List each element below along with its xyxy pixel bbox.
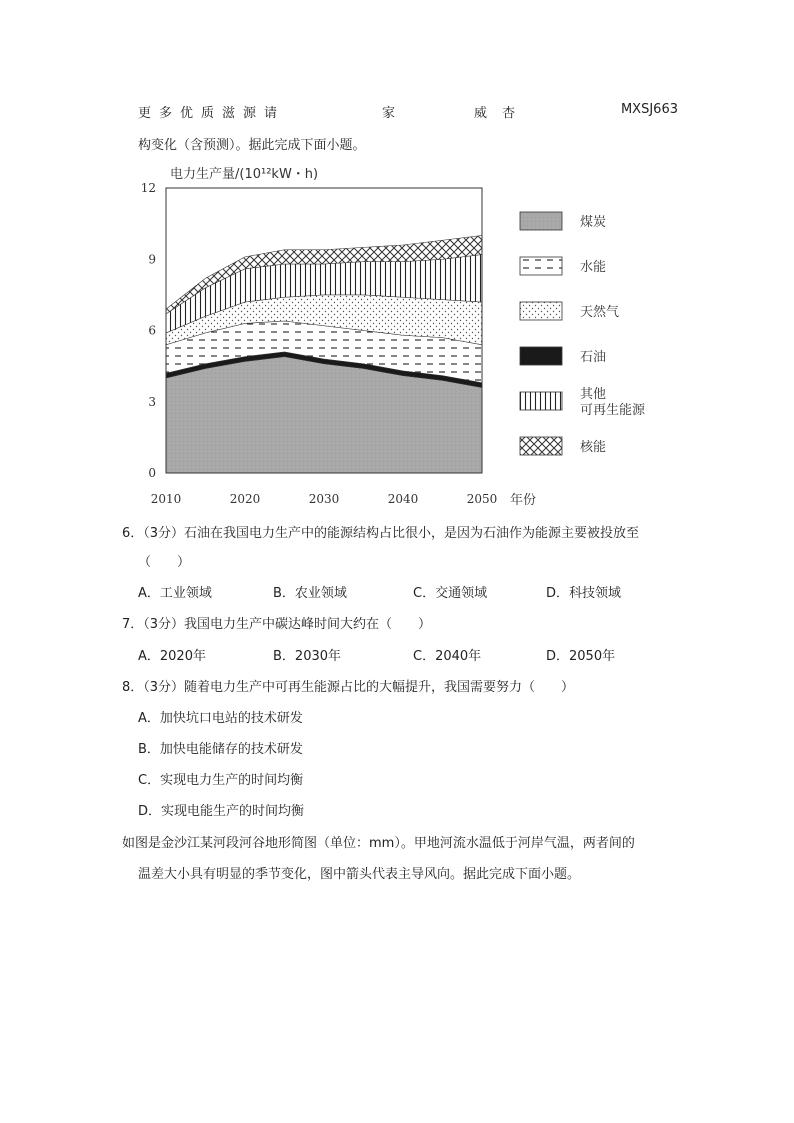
q7-option-a[interactable]: A．2020年 xyxy=(138,649,206,664)
y-tick-label: 6 xyxy=(148,323,156,338)
q6-paren: （ ） xyxy=(138,555,191,570)
header-char: 更 xyxy=(138,106,152,121)
legend-label: 其他 xyxy=(580,387,607,402)
header-char: 优 xyxy=(180,106,194,121)
q7-option-d[interactable]: D．2050年 xyxy=(546,649,616,664)
chart-legend xyxy=(520,212,646,455)
legend-swatch-renew xyxy=(520,392,562,410)
x-axis xyxy=(151,492,498,506)
next-intro-line1: 如图是金沙江某河段河谷地形简图（单位：mm）。甲地河流水温低于河岸气温，两者间的 xyxy=(122,836,635,851)
y-axis-title: 电力生产量/(10¹²kW・h) xyxy=(170,167,319,182)
q6-stem: 6．（3分）石油在我国电力生产中的能源结构占比很小，是因为石油作为能源主要被投放至 xyxy=(122,526,640,541)
x-tick-label: 2050 xyxy=(466,492,498,506)
legend-label: 煤炭 xyxy=(580,215,607,230)
legend-label: 核能 xyxy=(580,440,607,455)
legend-label: 可再生能源 xyxy=(580,403,646,418)
x-tick-label: 2020 xyxy=(229,492,261,506)
q6-option-b[interactable]: B．农业领域 xyxy=(273,586,347,601)
x-tick-label: 2030 xyxy=(308,492,340,506)
q7-stem: 7．（3分）我国电力生产中碳达峰时间大约在（ ） xyxy=(122,617,432,632)
header-code: MXSJ663 xyxy=(620,102,678,117)
q7-option-b[interactable]: B．2030年 xyxy=(273,649,342,664)
x-tick-label: 2040 xyxy=(387,492,419,506)
x-tick-label: 2010 xyxy=(150,492,182,506)
y-tick-label: 3 xyxy=(148,394,156,409)
energy-area-chart xyxy=(138,160,678,510)
q7-option-c[interactable]: C．2040年 xyxy=(413,649,482,664)
y-tick-label: 12 xyxy=(140,181,156,195)
next-intro-line2: 温差大小具有明显的季节变化，图中箭头代表主导风向。据此完成下面小题。 xyxy=(138,867,581,882)
q8-option-d[interactable]: D．实现电能生产的时间均衡 xyxy=(138,804,305,819)
legend-label: 天然气 xyxy=(580,305,620,320)
q6-option-a[interactable]: A．工业领域 xyxy=(138,586,212,601)
header-char: 源 xyxy=(243,106,257,121)
header-char: 家 xyxy=(382,106,396,121)
q6-option-d[interactable]: D．科技领域 xyxy=(546,586,622,601)
legend-swatch-gas xyxy=(520,302,562,320)
legend-label: 水能 xyxy=(580,260,607,275)
q8-option-c[interactable]: C．实现电力生产的时间均衡 xyxy=(138,773,304,788)
q8-option-b[interactable]: B．加快电能储存的技术研发 xyxy=(138,742,303,757)
legend-swatch-oil xyxy=(520,347,562,365)
legend-swatch-hydro xyxy=(520,257,562,275)
header-char: 威 xyxy=(474,106,488,121)
page-header xyxy=(138,102,678,122)
legend-swatch-coal xyxy=(520,212,562,230)
header-char: 多 xyxy=(159,106,173,121)
area-layers xyxy=(166,236,482,474)
intro-text: 构变化（含预测）。据此完成下面小题。 xyxy=(138,138,366,153)
q6-option-c[interactable]: C．交通领域 xyxy=(413,586,488,601)
header-char: 质 xyxy=(201,106,215,121)
q8-option-a[interactable]: A．加快坑口电站的技术研发 xyxy=(138,711,303,726)
header-char: 杏 xyxy=(502,106,516,121)
legend-swatch-nuclear xyxy=(520,437,562,455)
y-tick-label: 9 xyxy=(148,252,156,267)
q8-stem: 8．（3分）随着电力生产中可再生能源占比的大幅提升，我国需要努力（ ） xyxy=(122,680,575,695)
y-tick-label: 0 xyxy=(148,466,156,480)
header-char: 请 xyxy=(264,106,278,121)
header-char: 滋 xyxy=(222,106,236,121)
legend-label: 石油 xyxy=(580,350,607,365)
y-axis xyxy=(141,181,156,480)
x-axis-title: 年份 xyxy=(510,493,537,508)
